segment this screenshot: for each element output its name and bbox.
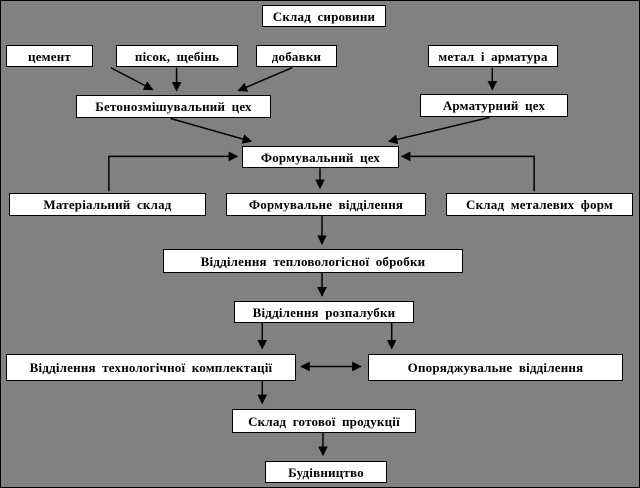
node-betonozmishuvalnyi-ceh: Бетонозмішувальний цех bbox=[76, 95, 271, 118]
node-tehnologichna-komplektacia: Відділення технологічної комплектації bbox=[6, 354, 296, 381]
node-formuvalnyi-ceh: Формувальний цех bbox=[242, 146, 399, 168]
node-formuvalne-viddilennia: Формувальне відділення bbox=[226, 193, 426, 216]
node-pisok-shcheben: пісок, щебінь bbox=[116, 45, 238, 67]
edge-beton-to-formceh bbox=[171, 119, 252, 142]
node-sklad-gotovoi-produkcii: Склад готової продукції bbox=[232, 409, 416, 433]
edge-dobavky-to-beton bbox=[238, 68, 292, 91]
edge-skladform-to-formceh bbox=[402, 156, 534, 191]
node-budivnytstvo: Будівництво bbox=[265, 461, 387, 483]
node-viddilennia-rozpalubky: Відділення розпалубки bbox=[234, 301, 414, 323]
edge-armatur-to-formceh bbox=[389, 118, 490, 142]
node-oporiadzhuvalne-viddilennia: Опоряджувальне відділення bbox=[368, 354, 623, 381]
node-sklad-metalevyh-form: Склад металевих форм bbox=[446, 193, 633, 216]
node-armaturnyi-ceh: Арматурний цех bbox=[420, 94, 568, 117]
node-metal-armatura: метал і арматура bbox=[428, 45, 558, 67]
node-dobavky: добавки bbox=[256, 45, 337, 67]
node-cement: цемент bbox=[6, 45, 93, 67]
edge-cement-to-beton bbox=[111, 68, 153, 90]
edge-matsklad-to-formceh bbox=[109, 156, 237, 191]
node-materialnyi-sklad: Матеріальний склад bbox=[9, 193, 206, 216]
node-sklad-syrovyny: Склад сировини bbox=[262, 5, 386, 27]
node-teplovolohisna-obrobka: Відділення тепловологісної обробки bbox=[163, 249, 463, 273]
